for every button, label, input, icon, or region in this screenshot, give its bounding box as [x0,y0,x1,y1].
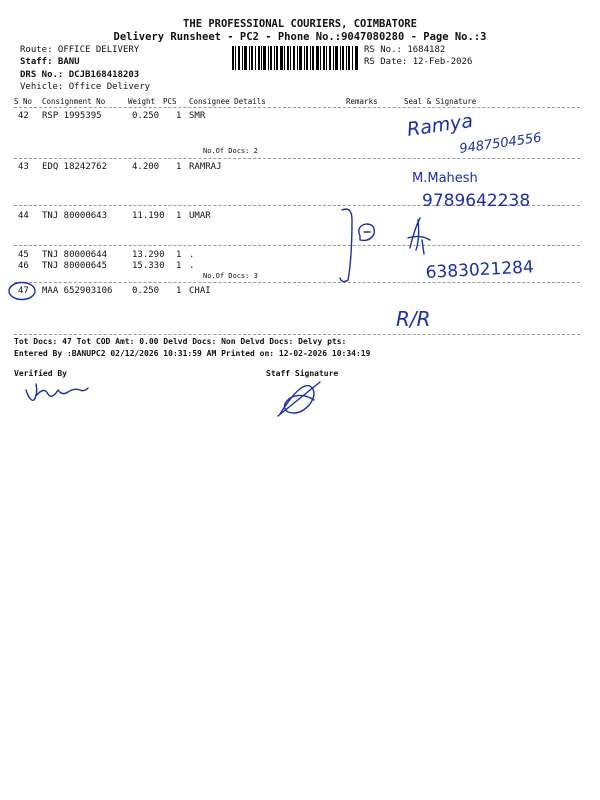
row-consignee: . [189,261,195,271]
row-weight: 15.330 [132,261,165,271]
row-consignment: MAA 652903106 [42,286,113,296]
row-consignee: UMAR [189,211,211,221]
initials-handwritten: R/R [396,307,431,331]
company-title: THE PROFESSIONAL COURIERS, COIMBATORE [183,18,417,30]
row-sno: 43 [18,162,29,172]
row-pcs: 1 [176,211,182,221]
signature-ramya: Ramya [405,109,475,141]
handwritten-signatures [330,108,590,338]
staff-signature-label: Staff Signature [266,369,339,378]
route-label: Route: OFFICE DELIVERY [20,45,140,55]
circle-mark-icon [6,280,38,302]
row-consignee: RAMRAJ [189,162,222,172]
phone-handwritten-1: 9487504556 [458,130,543,157]
verified-by-label: Verified By [14,369,67,378]
row-pcs: 1 [176,250,182,260]
row-consignee: SMR [189,111,206,121]
row-pcs: 1 [176,286,182,296]
scribble-icon [359,224,374,240]
verified-signature-icon [22,376,92,406]
staff-label: Staff: BANU [20,57,80,67]
row-consignment: TNJ 80000644 [42,250,108,260]
totals-line: Tot Docs: 47 Tot COD Amt: 0.00 Delvd Docs: Non Delvd Docs: Delvy pts: [14,337,347,346]
signature-mahesh: M.Mahesh [412,171,478,186]
staff-signature-icon [270,376,330,420]
col-consignee: Consignee Details [189,97,266,106]
col-remarks: Remarks [346,97,378,106]
row-pcs: 1 [176,111,182,121]
row-sno: 46 [18,261,29,271]
barcode-icon [232,46,360,70]
vehicle-label: Vehicle: Office Delivery [20,82,151,92]
docs-count-note: No.Of Docs: 3 [203,272,258,280]
rs-number: RS No.: 1684182 [364,45,446,55]
row-sno: 44 [18,211,29,221]
row-consignment: EDQ 18242762 [42,162,108,172]
row-weight: 4.200 [132,162,160,172]
row-weight: 0.250 [132,286,160,296]
runsheet-title: Delivery Runsheet - PC2 - Phone No.:9047080280 - Page No.:3 [113,31,487,43]
drs-number: DRS No.: DCJB168418203 [20,70,140,80]
col-weight: Weight [128,97,156,106]
entered-by-line: Entered By :BANUPC2 02/12/2026 10:31:59 AM Printed on: 12-02-2026 10:34:19 [14,349,371,358]
rs-date: RS Date: 12-Feb-2026 [364,57,473,67]
row-weight: 11.190 [132,211,165,221]
docs-count-note: No.Of Docs: 2 [203,147,258,155]
row-weight: 13.290 [132,250,165,260]
row-pcs: 1 [176,162,182,172]
scribble-icon [340,209,352,281]
signature-scrawl-icon [408,218,430,254]
col-sno: S No [14,97,33,106]
col-pcs: PCS [163,97,177,106]
row-sno: 42 [18,111,29,121]
row-consignee: . [189,250,195,260]
row-sno: 47 [18,286,29,296]
phone-handwritten-3: 6383021284 [425,257,535,283]
row-consignment: TNJ 80000645 [42,261,108,271]
col-seal: Seal & Signature [404,97,477,106]
row-weight: 0.250 [132,111,160,121]
row-pcs: 1 [176,261,182,271]
phone-handwritten-2: 9789642238 [422,191,531,211]
row-consignment: TNJ 80000643 [42,211,108,221]
row-sno: 45 [18,250,29,260]
row-consignment: RSP 1995395 [42,111,102,121]
row-consignee: CHAI [189,286,211,296]
col-consignment: Consignment No [42,97,106,106]
